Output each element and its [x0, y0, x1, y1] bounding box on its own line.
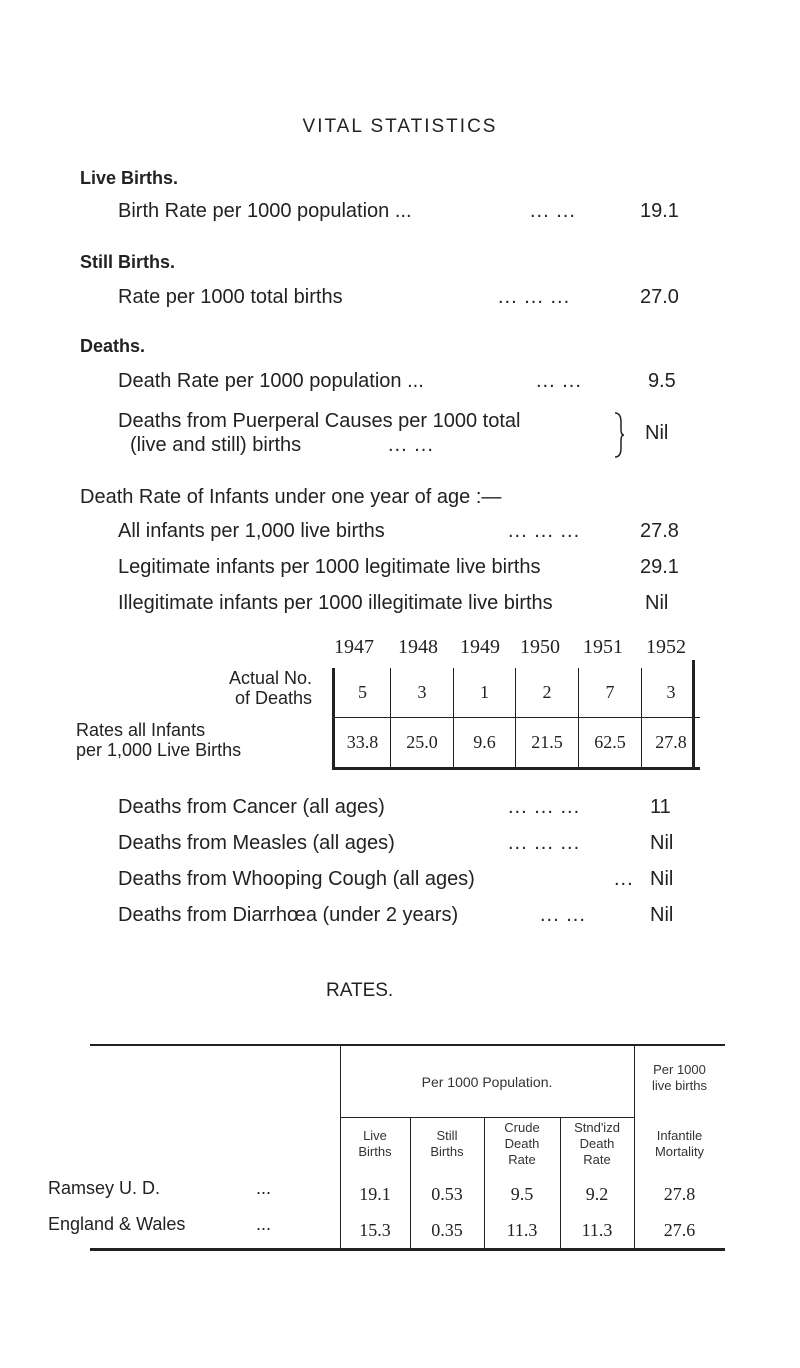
actual-deaths-row [334, 668, 701, 718]
rates-heading: RATES. [326, 980, 394, 1001]
legitimate-value: 29.1 [640, 556, 679, 578]
cancer-label: Deaths from Cancer (all ages) [118, 796, 385, 818]
table-right-border [692, 660, 695, 770]
puerperal-value: Nil [645, 422, 669, 444]
england-stnd-death: 11.3 [581, 1220, 613, 1240]
year-1951: 1951 [583, 636, 623, 658]
deaths-1951: 7 [579, 668, 642, 718]
deaths-1948: 3 [391, 668, 454, 718]
rates-table-bottom-rule [90, 1248, 725, 1251]
deaths-1952: 3 [642, 668, 701, 718]
measles-dots: ... ... ... [508, 832, 581, 854]
all-infants-label: All infants per 1,000 live births [118, 520, 385, 542]
measles-label: Deaths from Measles (all ages) [118, 832, 395, 854]
col-crude-1: Crude [504, 1120, 540, 1135]
right-brace-icon [612, 410, 626, 460]
row-england-name: England & Wales [48, 1214, 186, 1234]
actual-deaths-label-2: of Deaths [234, 688, 312, 708]
still-rate-dots: ... ... ... [498, 286, 571, 308]
row-ramsey-name: Ramsey U. D. [48, 1178, 161, 1198]
col-still-births-2: Births [430, 1144, 464, 1159]
infant-rates-row [334, 718, 701, 769]
col-stnd-2: Death [579, 1136, 615, 1151]
rate-1947: 33.8 [334, 718, 391, 769]
infant-deaths-table [332, 668, 700, 770]
col-stnd-1: Stnd'izd [574, 1120, 620, 1135]
legitimate-label: Legitimate infants per 1000 legitimate live births [118, 556, 541, 578]
cancer-dots: ... ... ... [508, 796, 581, 818]
per-live-births-header-2: live births [652, 1078, 707, 1093]
england-infantile: 27.6 [663, 1220, 696, 1240]
england-crude-death: 11.3 [506, 1220, 538, 1240]
deaths-1949: 1 [454, 668, 516, 718]
rate-1949: 9.6 [454, 718, 516, 769]
rate-1952: 27.8 [642, 718, 701, 769]
col-live-births-2: Births [358, 1144, 392, 1159]
infant-intro: Death Rate of Infants under one year of age :— [80, 486, 502, 508]
col-crude-3: Rate [508, 1152, 536, 1167]
row-ramsey-dots: ... [256, 1178, 272, 1198]
all-infants-dots: ... ... ... [508, 520, 581, 542]
diarrhoea-dots: ... ... [540, 904, 586, 926]
actual-deaths-label-1: Actual No. [228, 668, 312, 688]
whooping-cough-value: Nil [650, 868, 674, 890]
rate-1951: 62.5 [579, 718, 642, 769]
year-1947: 1947 [334, 636, 374, 658]
col-crude-2: Death [504, 1136, 540, 1151]
ramsey-stnd-death: 9.2 [585, 1184, 609, 1204]
puerperal-label-line2: (live and still) births [130, 434, 302, 456]
whooping-cough-dots: ... [614, 868, 634, 890]
ramsey-still-births: 0.53 [431, 1184, 463, 1204]
year-1948: 1948 [398, 636, 438, 658]
death-rate-dots: ... ... [536, 370, 582, 392]
diarrhoea-value: Nil [650, 904, 674, 926]
rate-1948: 25.0 [391, 718, 454, 769]
row-england-dots: ... [256, 1214, 272, 1234]
measles-value: Nil [650, 832, 674, 854]
rates-header-rule [340, 1117, 634, 1118]
page-title: VITAL STATISTICS [302, 116, 498, 137]
col-infantile-1: Infantile [656, 1128, 703, 1143]
rates-table-top-rule [90, 1044, 725, 1046]
ramsey-crude-death: 9.5 [510, 1184, 534, 1204]
still-births-heading: Still Births. [80, 252, 176, 272]
england-still-births: 0.35 [431, 1220, 463, 1240]
birth-rate-dots: ... ... [530, 200, 576, 222]
birth-rate-label: Birth Rate per 1000 population ... [118, 200, 412, 222]
infant-rates-label-1: Rates all Infants [76, 720, 206, 740]
year-1949: 1949 [460, 636, 500, 658]
col-still-births-1: Still [436, 1128, 458, 1143]
birth-rate-value: 19.1 [640, 200, 679, 222]
england-live-births: 15.3 [359, 1220, 391, 1240]
puerperal-dots: ... ... [388, 434, 434, 456]
ramsey-infantile: 27.8 [663, 1184, 696, 1204]
rate-1950: 21.5 [516, 718, 579, 769]
ramsey-live-births: 19.1 [359, 1184, 391, 1204]
death-rate-value: 9.5 [648, 370, 676, 392]
per-live-births-header-1: Per 1000 [653, 1062, 706, 1077]
col-stnd-3: Rate [583, 1152, 611, 1167]
year-1952: 1952 [646, 636, 686, 658]
col-live-births-1: Live [363, 1128, 387, 1143]
still-rate-value: 27.0 [640, 286, 679, 308]
deaths-heading: Deaths. [80, 336, 146, 356]
year-1950: 1950 [520, 636, 560, 658]
illegitimate-value: Nil [645, 592, 669, 614]
whooping-cough-label: Deaths from Whooping Cough (all ages) [118, 868, 475, 890]
puerperal-label-line1: Deaths from Puerperal Causes per 1000 total [118, 410, 521, 432]
death-rate-label: Death Rate per 1000 population ... [118, 370, 424, 392]
diarrhoea-label: Deaths from Diarrhœa (under 2 years) [118, 904, 459, 926]
illegitimate-label: Illegitimate infants per 1000 illegitimate live births [118, 592, 553, 614]
deaths-1950: 2 [516, 668, 579, 718]
still-rate-label: Rate per 1000 total births [118, 286, 343, 308]
cancer-value: 11 [650, 796, 671, 818]
all-infants-value: 27.8 [640, 520, 679, 542]
infant-rates-label-2: per 1,000 Live Births [76, 740, 242, 760]
col-infantile-2: Mortality [654, 1144, 705, 1159]
live-births-heading: Live Births. [80, 168, 179, 188]
per-population-header: Per 1000 Population. [421, 1074, 553, 1090]
deaths-1947: 5 [334, 668, 391, 718]
